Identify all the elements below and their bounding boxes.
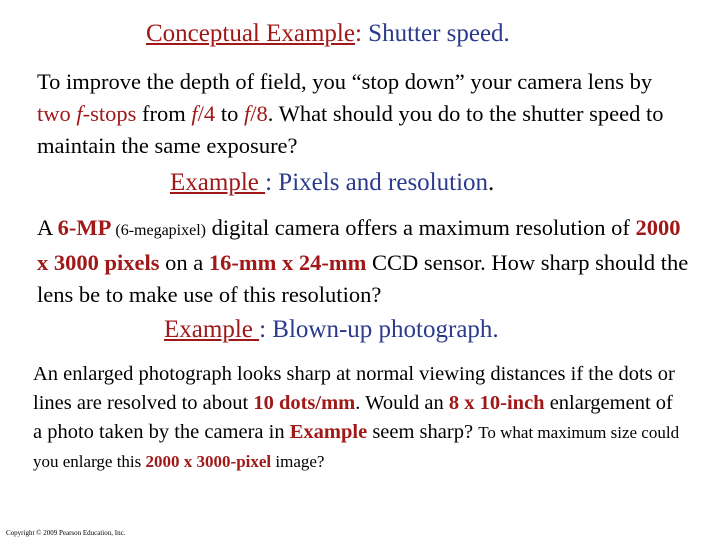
section3-paragraph <box>33 360 683 476</box>
section2-title-label: Example <box>170 169 266 196</box>
section2-title <box>170 169 494 197</box>
section1-f4: /4 <box>197 101 216 126</box>
section3-title <box>164 316 499 344</box>
section1-two: two <box>37 101 77 126</box>
section2-text: digital camera offers a maximum resolution of <box>206 215 636 240</box>
section2-resolution: 2000 x 3000 pixels <box>37 215 681 275</box>
section3-text: . Would an <box>355 392 449 414</box>
section3-text: To what maximum size could you enlarge this <box>33 423 680 471</box>
section1-f-italic: f <box>191 101 198 126</box>
section2-text: CCD sensor. How sharp should the lens be to make use of this resolution? <box>37 250 689 307</box>
section1-text: . What should you do to the shutter speed to maintain the same exposure? <box>37 101 664 158</box>
section2-text: on a <box>159 250 209 275</box>
section1-paragraph <box>37 66 687 162</box>
copyright-notice: Copyright © 2009 Pearson Education, Inc. <box>6 529 126 537</box>
section1-text: to <box>215 101 244 126</box>
section2-paragraph <box>37 212 697 311</box>
section1-title <box>146 20 510 48</box>
section3-text: seem sharp? <box>367 421 479 443</box>
section3-text: enlargement of a photo taken by the camera in <box>33 392 673 443</box>
section1-fstops: -stops <box>82 101 137 126</box>
section2-text: A <box>37 215 58 240</box>
section1-text: To improve the depth of field, you “stop down” your camera lens by <box>37 69 653 94</box>
section3-size: 8 x 10-inch <box>448 392 545 414</box>
section1-f-italic: f <box>76 101 83 126</box>
section3-dots: 10 dots/mm <box>253 392 356 414</box>
section3-text: An enlarged photograph looks sharp at normal viewing distances if the dots or lines are resolved to about <box>33 363 675 414</box>
section1-f8: /8 <box>250 101 268 126</box>
section2-title-dot: . <box>488 169 495 196</box>
section1-title-topic: Shutter speed. <box>361 20 510 47</box>
section3-title-label: Example <box>164 316 260 343</box>
section3-example: Example <box>289 421 368 443</box>
section1-title-colon: : <box>354 20 362 47</box>
section1-title-label: Conceptual Example <box>146 20 355 47</box>
section1-f-italic: f <box>243 101 251 126</box>
section3-pixels: 2000 x 3000-pixel <box>145 452 272 471</box>
section3-text: image? <box>271 452 325 471</box>
section2-sensor: 16-mm x 24-mm <box>208 250 367 275</box>
section2-title-topic: : Pixels and resolution <box>265 169 489 196</box>
section2-mp: 6-MP <box>57 215 112 240</box>
section3-title-topic: : Blown-up photograph. <box>259 316 499 343</box>
section1-text: from <box>136 101 192 126</box>
section2-megapixel: (6-megapixel) <box>111 222 206 239</box>
